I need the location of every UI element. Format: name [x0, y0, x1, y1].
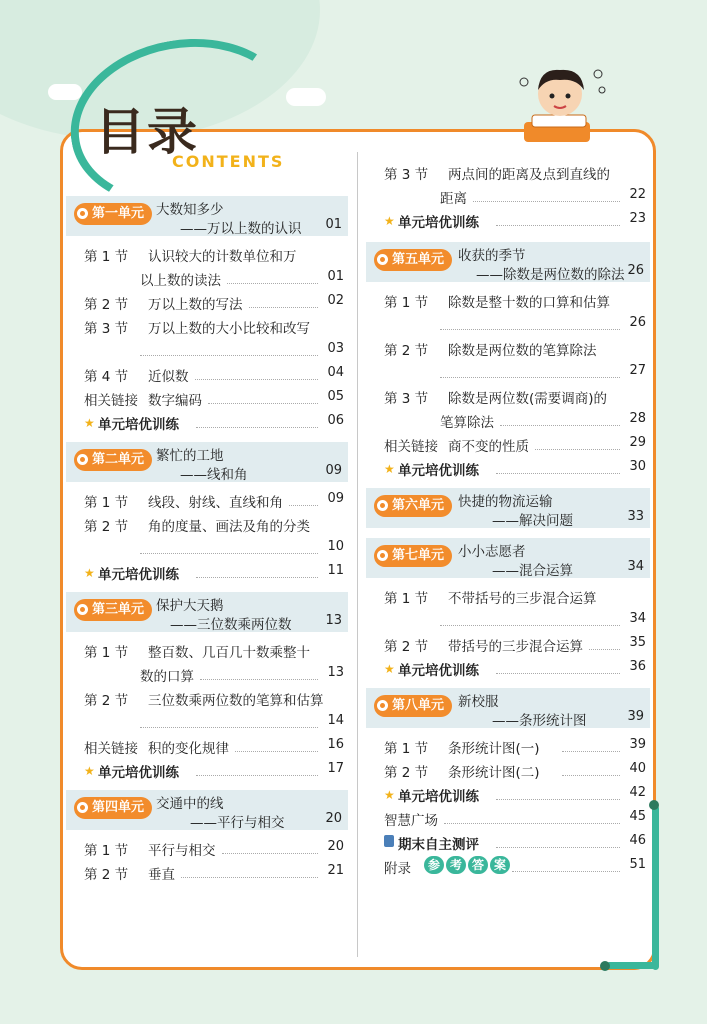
toc-row[interactable] — [366, 758, 650, 782]
unit-title: 繁忙的工地 — [156, 448, 224, 464]
toc-row[interactable] — [366, 608, 650, 632]
unit-header[interactable] — [66, 442, 348, 482]
row-label: 智慧广场 — [384, 813, 438, 829]
star-icon: ★ — [384, 662, 395, 676]
star-icon: ★ — [84, 416, 95, 430]
boy-illustration — [510, 60, 610, 150]
toc-row[interactable] — [66, 512, 348, 536]
page-number: 09 — [327, 491, 344, 506]
row-label: 相关链接 — [84, 393, 138, 409]
unit-title: 快捷的物流运输 — [458, 494, 553, 510]
unit-subtitle: ——解决问题 — [492, 513, 573, 529]
leader-dots — [535, 435, 620, 450]
page-number: 04 — [327, 365, 344, 380]
toc-row[interactable] — [66, 488, 348, 512]
page-number: 39 — [629, 737, 646, 752]
page-number: 34 — [629, 611, 646, 626]
unit-subtitle: ——条形统计图 — [492, 713, 587, 729]
page-number: 02 — [327, 293, 344, 308]
row-text: 三位数乘两位数的笔算和估算 — [148, 693, 324, 709]
row-label: 第 2 节 — [84, 297, 129, 313]
unit-subtitle: ——线和角 — [180, 467, 248, 483]
leader-dots — [500, 411, 620, 426]
row-label: 单元培优训练 — [98, 765, 179, 781]
unit-title: 新校服 — [458, 694, 499, 710]
answer-pill: 参 — [424, 856, 444, 874]
toc-right-column — [366, 160, 650, 882]
toc-row[interactable] — [366, 336, 650, 360]
row-label: 第 1 节 — [384, 741, 429, 757]
leader-dots — [196, 563, 318, 578]
answer-pill: 考 — [446, 856, 466, 874]
unit-title: 保护大天鹅 — [156, 598, 224, 614]
row-label: 第 1 节 — [84, 645, 129, 661]
star-icon: ★ — [384, 214, 395, 228]
leader-dots — [589, 635, 620, 650]
unit-header[interactable] — [66, 592, 348, 632]
page-number: 13 — [327, 665, 344, 680]
row-label: 期末自主测评 — [398, 837, 479, 853]
toc-row[interactable] — [366, 456, 650, 480]
row-text: 数的口算 — [140, 669, 194, 685]
appendix-row[interactable] — [366, 854, 650, 882]
section-list — [66, 836, 348, 884]
toc-row[interactable] — [66, 758, 348, 782]
row-label: 相关链接 — [384, 439, 438, 455]
section-list — [366, 288, 650, 480]
toc-row[interactable] — [366, 208, 650, 232]
leader-dots — [562, 761, 620, 776]
row-text: 距离 — [440, 191, 467, 207]
unit-subtitle: ——三位数乘两位数 — [170, 617, 292, 633]
page-number: 35 — [629, 635, 646, 650]
toc-row[interactable] — [66, 362, 348, 386]
row-label: 第 3 节 — [384, 167, 429, 183]
row-label: 单元培优训练 — [98, 567, 179, 583]
page-number: 20 — [327, 839, 344, 854]
page-number: 05 — [327, 389, 344, 404]
leader-dots — [222, 839, 319, 854]
unit-header[interactable] — [366, 242, 650, 282]
toc-row[interactable] — [366, 384, 650, 408]
row-text: 商不变的性质 — [448, 439, 529, 455]
leader-dots — [289, 491, 318, 506]
row-label: 单元培优训练 — [98, 417, 179, 433]
toc-row[interactable] — [66, 836, 348, 860]
row-text: 笔算除法 — [440, 415, 494, 431]
row-label: 第 1 节 — [384, 295, 429, 311]
dot-decoration — [649, 800, 659, 810]
toc-row[interactable] — [366, 656, 650, 680]
leader-dots — [249, 293, 319, 308]
teal-bar-decoration — [606, 962, 658, 969]
row-label: 第 3 节 — [84, 321, 129, 337]
teal-bar-decoration — [652, 805, 659, 970]
row-label: 第 3 节 — [384, 391, 429, 407]
unit-header[interactable] — [366, 488, 650, 528]
row-label: 第 1 节 — [384, 591, 429, 607]
row-text: 数字编码 — [148, 393, 202, 409]
leader-dots — [512, 857, 620, 872]
row-text: 万以上数的大小比较和改写 — [148, 321, 310, 337]
unit-tag: 第五单元 — [374, 249, 452, 271]
page-title: 目录 — [95, 103, 199, 161]
row-label: 第 4 节 — [84, 369, 129, 385]
star-icon: ★ — [384, 462, 395, 476]
row-label: 单元培优训练 — [398, 663, 479, 679]
unit-subtitle: ——除数是两位数的除法 — [476, 267, 625, 283]
row-label: 第 2 节 — [84, 693, 129, 709]
unit-tag: 第六单元 — [374, 495, 452, 517]
leader-dots — [440, 363, 620, 378]
unit-title: 收获的季节 — [458, 248, 526, 264]
toc-row[interactable] — [66, 266, 348, 290]
answer-pill: 案 — [490, 856, 510, 874]
toc-row[interactable] — [366, 184, 650, 208]
unit-subtitle: ——万以上数的认识 — [180, 221, 302, 237]
unit-tag: 第二单元 — [74, 449, 152, 471]
row-text: 不带括号的三步混合运算 — [448, 591, 597, 607]
row-text: 认识较大的计数单位和万 — [148, 249, 297, 265]
row-text: 整百数、几百几十数乘整十 — [148, 645, 310, 661]
toc-row[interactable] — [66, 338, 348, 362]
row-label: 第 2 节 — [84, 867, 129, 883]
row-label: 第 2 节 — [384, 765, 429, 781]
toc-row[interactable] — [366, 360, 650, 384]
leader-dots — [440, 611, 620, 626]
leader-dots — [235, 737, 318, 752]
leader-dots — [208, 389, 318, 404]
unit-page: 34 — [627, 559, 644, 574]
page-number: 22 — [629, 187, 646, 202]
row-text: 近似数 — [148, 369, 189, 385]
row-label: 第 2 节 — [384, 343, 429, 359]
page-number: 21 — [327, 863, 344, 878]
star-icon: ★ — [384, 788, 395, 802]
row-text: 积的变化规律 — [148, 741, 229, 757]
unit-tag: 第八单元 — [374, 695, 452, 717]
page-number: 10 — [327, 539, 344, 554]
unit-header[interactable] — [66, 790, 348, 830]
unit-title: 小小志愿者 — [458, 544, 526, 560]
unit-tag: 第七单元 — [374, 545, 452, 567]
unit-page: 39 — [627, 709, 644, 724]
section-list — [66, 242, 348, 434]
toc-row[interactable] — [66, 410, 348, 434]
toc-left-column — [66, 196, 348, 884]
page-number: 11 — [327, 563, 344, 578]
leader-dots — [496, 785, 620, 800]
row-text: 以上数的读法 — [140, 273, 221, 289]
row-text: 线段、射线、直线和角 — [148, 495, 283, 511]
answer-pills — [422, 856, 510, 874]
page-number: 27 — [629, 363, 646, 378]
row-text: 条形统计图(一) — [448, 741, 540, 757]
toc-row[interactable] — [366, 806, 650, 830]
leader-dots — [444, 809, 620, 824]
row-label: 第 1 节 — [84, 843, 129, 859]
leader-dots — [562, 737, 620, 752]
page-number: 45 — [629, 809, 646, 824]
row-text: 带括号的三步混合运算 — [448, 639, 583, 655]
answer-pill: 答 — [468, 856, 488, 874]
toc-row[interactable] — [366, 782, 650, 806]
row-text: 除数是整十数的口算和估算 — [448, 295, 610, 311]
unit-header[interactable] — [366, 688, 650, 728]
row-text: 平行与相交 — [148, 843, 216, 859]
row-label: 单元培优训练 — [398, 215, 479, 231]
unit-page: 26 — [627, 263, 644, 278]
page-subtitle: CONTENTS — [172, 152, 285, 171]
toc-row[interactable] — [366, 288, 650, 312]
unit-page: 09 — [325, 463, 342, 478]
section-list — [366, 734, 650, 854]
leader-dots — [140, 341, 318, 356]
toc-row[interactable] — [66, 686, 348, 710]
section-list — [66, 638, 348, 782]
unit-header[interactable] — [366, 538, 650, 578]
row-label: 相关链接 — [84, 741, 138, 757]
toc-row[interactable] — [366, 734, 650, 758]
unit-page: 33 — [627, 509, 644, 524]
toc-row[interactable] — [366, 312, 650, 336]
row-text: 除数是两位数的笔算除法 — [448, 343, 597, 359]
appendix-label: 附录 — [384, 861, 411, 877]
toc-row[interactable] — [66, 734, 348, 758]
toc-row[interactable] — [66, 242, 348, 266]
leader-dots — [181, 863, 318, 878]
leader-dots — [227, 269, 318, 284]
section-list — [366, 160, 650, 232]
unit-title: 大数知多少 — [156, 202, 224, 218]
toc-row[interactable] — [66, 560, 348, 584]
leader-dots — [196, 413, 318, 428]
toc-row[interactable] — [66, 638, 348, 662]
leader-dots — [195, 365, 319, 380]
row-text: 两点间的距离及点到直线的 — [448, 167, 610, 183]
toc-row[interactable] — [366, 432, 650, 456]
column-divider — [357, 152, 358, 957]
page-number: 16 — [327, 737, 344, 752]
toc-row[interactable] — [366, 584, 650, 608]
unit-page: 20 — [325, 811, 342, 826]
row-text: 除数是两位数(需要调商)的 — [448, 391, 608, 407]
toc-row[interactable] — [66, 314, 348, 338]
unit-page: 01 — [325, 217, 342, 232]
leader-dots — [200, 665, 318, 680]
toc-row[interactable] — [66, 662, 348, 686]
leader-dots — [496, 659, 620, 674]
leader-dots — [140, 539, 318, 554]
unit-subtitle: ——平行与相交 — [190, 815, 285, 831]
unit-subtitle: ——混合运算 — [492, 563, 573, 579]
page-number: 01 — [327, 269, 344, 284]
row-label: 第 2 节 — [384, 639, 429, 655]
leader-dots — [440, 315, 620, 330]
row-label: 单元培优训练 — [398, 789, 479, 805]
toc-row[interactable] — [66, 386, 348, 410]
row-label: 单元培优训练 — [398, 463, 479, 479]
book-icon — [384, 835, 394, 847]
page-number: 03 — [327, 341, 344, 356]
toc-row[interactable] — [66, 290, 348, 314]
page-number: 36 — [629, 659, 646, 674]
page-number: 26 — [629, 315, 646, 330]
star-icon: ★ — [84, 566, 95, 580]
page-number: 46 — [629, 833, 646, 848]
unit-header[interactable] — [66, 196, 348, 236]
toc-row[interactable] — [366, 160, 650, 184]
toc-row[interactable] — [366, 830, 650, 854]
leader-dots — [496, 833, 620, 848]
unit-tag: 第四单元 — [74, 797, 152, 819]
page-number: 17 — [327, 761, 344, 776]
leader-dots — [496, 211, 620, 226]
star-icon: ★ — [84, 764, 95, 778]
section-list — [66, 488, 348, 584]
toc-row[interactable] — [66, 860, 348, 884]
page-number: 14 — [327, 713, 344, 728]
row-text: 角的度量、画法及角的分类 — [148, 519, 310, 535]
row-label: 第 2 节 — [84, 519, 129, 535]
toc-row[interactable] — [66, 710, 348, 734]
row-label: 第 1 节 — [84, 249, 129, 265]
leader-dots — [473, 187, 620, 202]
toc-row[interactable] — [366, 632, 650, 656]
leader-dots — [196, 761, 318, 776]
row-text: 条形统计图(二) — [448, 765, 540, 781]
row-text: 垂直 — [148, 867, 175, 883]
unit-page: 13 — [325, 613, 342, 628]
section-list — [366, 584, 650, 680]
page-number: 30 — [629, 459, 646, 474]
leader-dots — [140, 713, 318, 728]
page-number: 06 — [327, 413, 344, 428]
row-text: 万以上数的写法 — [148, 297, 243, 313]
unit-tag: 第一单元 — [74, 203, 152, 225]
toc-row[interactable] — [66, 536, 348, 560]
page-number: 42 — [629, 785, 646, 800]
page-number: 29 — [629, 435, 646, 450]
unit-tag: 第三单元 — [74, 599, 152, 621]
toc-row[interactable] — [366, 408, 650, 432]
page-number: 28 — [629, 411, 646, 426]
unit-title: 交通中的线 — [156, 796, 224, 812]
page-number: 51 — [629, 857, 646, 872]
row-label: 第 1 节 — [84, 495, 129, 511]
page-number: 40 — [629, 761, 646, 776]
leader-dots — [496, 459, 620, 474]
dot-decoration — [600, 961, 610, 971]
page-number: 23 — [629, 211, 646, 226]
cloud-decoration — [48, 84, 82, 100]
